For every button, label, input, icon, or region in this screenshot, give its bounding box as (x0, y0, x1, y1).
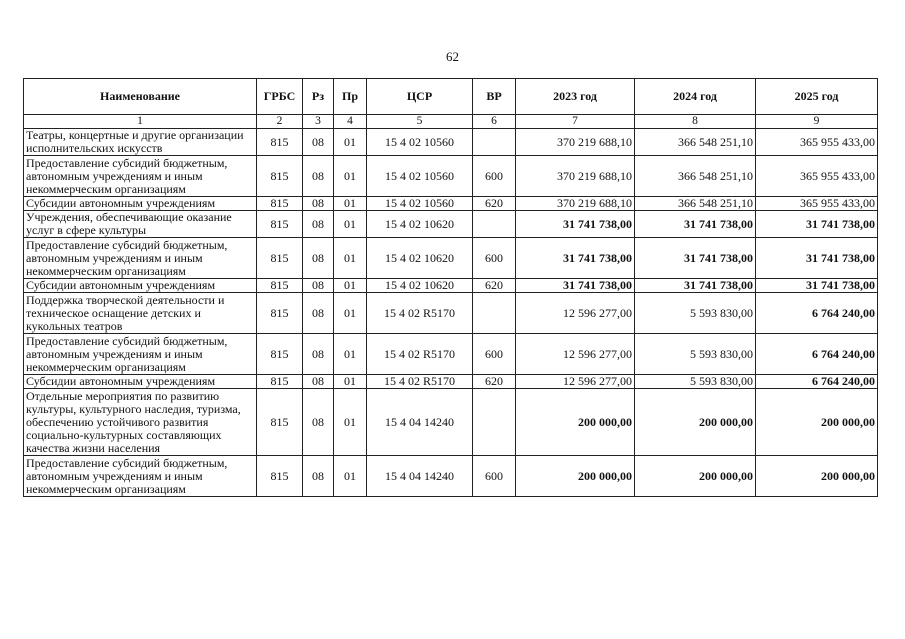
row-2024: 366 548 251,10 (635, 129, 756, 156)
header-grbs: ГРБС (257, 79, 303, 115)
row-2025: 365 955 433,00 (756, 197, 878, 211)
row-rz: 08 (303, 375, 334, 389)
row-2024: 5 593 830,00 (635, 293, 756, 334)
column-number: 6 (473, 115, 516, 129)
column-number: 8 (635, 115, 756, 129)
row-2025: 6 764 240,00 (756, 293, 878, 334)
row-csr: 15 4 02 10620 (367, 211, 473, 238)
row-vr: 620 (473, 197, 516, 211)
row-2023: 200 000,00 (516, 456, 635, 497)
budget-table (23, 78, 878, 497)
row-name: Предоставление субсидий бюджетным, автономным учреждениям и иным некоммерческим организациям (24, 238, 257, 279)
row-rz: 08 (303, 129, 334, 156)
row-vr: 600 (473, 156, 516, 197)
row-vr (473, 129, 516, 156)
row-pr: 01 (334, 211, 367, 238)
row-rz: 08 (303, 197, 334, 211)
row-pr: 01 (334, 129, 367, 156)
row-2025: 31 741 738,00 (756, 238, 878, 279)
column-number-row (24, 115, 878, 129)
row-vr: 600 (473, 456, 516, 497)
row-2023: 12 596 277,00 (516, 293, 635, 334)
row-pr: 01 (334, 293, 367, 334)
row-2023: 200 000,00 (516, 389, 635, 456)
row-csr: 15 4 04 14240 (367, 456, 473, 497)
table-row (24, 129, 878, 156)
row-2023: 370 219 688,10 (516, 156, 635, 197)
row-grbs: 815 (257, 293, 303, 334)
header-rz: Рз (303, 79, 334, 115)
row-vr (473, 211, 516, 238)
column-number: 4 (334, 115, 367, 129)
row-csr: 15 4 02 10620 (367, 238, 473, 279)
row-2024: 366 548 251,10 (635, 156, 756, 197)
row-2023: 370 219 688,10 (516, 197, 635, 211)
row-2025: 200 000,00 (756, 456, 878, 497)
row-2023: 31 741 738,00 (516, 211, 635, 238)
row-name: Театры, концертные и другие организации исполнительских искусств (24, 129, 257, 156)
column-number: 5 (367, 115, 473, 129)
header-row (24, 79, 878, 115)
row-vr (473, 293, 516, 334)
row-2024: 5 593 830,00 (635, 375, 756, 389)
column-number: 3 (303, 115, 334, 129)
row-name: Субсидии автономным учреждениям (24, 279, 257, 293)
row-grbs: 815 (257, 279, 303, 293)
row-rz: 08 (303, 279, 334, 293)
row-vr: 600 (473, 238, 516, 279)
row-csr: 15 4 02 10560 (367, 156, 473, 197)
header-vr: ВР (473, 79, 516, 115)
row-name: Субсидии автономным учреждениям (24, 197, 257, 211)
header-name: Наименование (24, 79, 257, 115)
row-2024: 31 741 738,00 (635, 211, 756, 238)
row-name: Предоставление субсидий бюджетным, автономным учреждениям и иным некоммерческим организациям (24, 456, 257, 497)
column-number: 2 (257, 115, 303, 129)
table-row (24, 293, 878, 334)
row-pr: 01 (334, 156, 367, 197)
row-grbs: 815 (257, 375, 303, 389)
row-grbs: 815 (257, 456, 303, 497)
row-csr: 15 4 02 R5170 (367, 375, 473, 389)
table-row (24, 279, 878, 293)
row-rz: 08 (303, 293, 334, 334)
row-grbs: 815 (257, 238, 303, 279)
header-2024: 2024 год (635, 79, 756, 115)
row-csr: 15 4 02 10620 (367, 279, 473, 293)
row-2023: 370 219 688,10 (516, 129, 635, 156)
row-rz: 08 (303, 334, 334, 375)
row-2025: 365 955 433,00 (756, 156, 878, 197)
row-2023: 31 741 738,00 (516, 279, 635, 293)
row-2025: 31 741 738,00 (756, 211, 878, 238)
table-row (24, 211, 878, 238)
row-csr: 15 4 02 R5170 (367, 293, 473, 334)
table-row (24, 238, 878, 279)
header-pr: Пр (334, 79, 367, 115)
row-pr: 01 (334, 334, 367, 375)
row-vr: 620 (473, 279, 516, 293)
row-csr: 15 4 02 10560 (367, 129, 473, 156)
row-pr: 01 (334, 238, 367, 279)
row-grbs: 815 (257, 156, 303, 197)
row-name: Предоставление субсидий бюджетным, автономным учреждениям и иным некоммерческим организациям (24, 156, 257, 197)
row-name: Отдельные мероприятия по развитию культуры, культурного наследия, туризма, обеспечению устойчивого развития социально-культурных составляющих качества жизни населения (24, 389, 257, 456)
row-name: Предоставление субсидий бюджетным, автономным учреждениям и иным некоммерческим организациям (24, 334, 257, 375)
row-vr (473, 389, 516, 456)
table-row (24, 197, 878, 211)
table-row (24, 389, 878, 456)
row-2024: 31 741 738,00 (635, 238, 756, 279)
row-grbs: 815 (257, 389, 303, 456)
row-2023: 12 596 277,00 (516, 334, 635, 375)
table-row (24, 156, 878, 197)
row-rz: 08 (303, 211, 334, 238)
header-2023: 2023 год (516, 79, 635, 115)
row-2025: 200 000,00 (756, 389, 878, 456)
header-2025: 2025 год (756, 79, 878, 115)
row-grbs: 815 (257, 197, 303, 211)
row-pr: 01 (334, 197, 367, 211)
row-name: Поддержка творческой деятельности и техническое оснащение детских и кукольных театров (24, 293, 257, 334)
row-grbs: 815 (257, 211, 303, 238)
row-rz: 08 (303, 156, 334, 197)
row-rz: 08 (303, 238, 334, 279)
column-number: 9 (756, 115, 878, 129)
row-rz: 08 (303, 456, 334, 497)
row-rz: 08 (303, 389, 334, 456)
row-csr: 15 4 02 10560 (367, 197, 473, 211)
table-row (24, 375, 878, 389)
row-2024: 31 741 738,00 (635, 279, 756, 293)
row-2024: 200 000,00 (635, 456, 756, 497)
row-2023: 12 596 277,00 (516, 375, 635, 389)
page-number: 62 (446, 49, 459, 64)
table-row (24, 456, 878, 497)
column-number: 7 (516, 115, 635, 129)
row-2023: 31 741 738,00 (516, 238, 635, 279)
table-row (24, 334, 878, 375)
row-2025: 365 955 433,00 (756, 129, 878, 156)
row-2025: 6 764 240,00 (756, 334, 878, 375)
row-2024: 200 000,00 (635, 389, 756, 456)
column-number: 1 (24, 115, 257, 129)
row-csr: 15 4 02 R5170 (367, 334, 473, 375)
row-grbs: 815 (257, 129, 303, 156)
row-2025: 6 764 240,00 (756, 375, 878, 389)
row-name: Субсидии автономным учреждениям (24, 375, 257, 389)
row-grbs: 815 (257, 334, 303, 375)
row-2025: 31 741 738,00 (756, 279, 878, 293)
row-pr: 01 (334, 375, 367, 389)
row-name: Учреждения, обеспечивающие оказание услуг в сфере культуры (24, 211, 257, 238)
header-csr: ЦСР (367, 79, 473, 115)
row-2024: 366 548 251,10 (635, 197, 756, 211)
row-vr: 600 (473, 334, 516, 375)
row-pr: 01 (334, 456, 367, 497)
row-csr: 15 4 04 14240 (367, 389, 473, 456)
row-2024: 5 593 830,00 (635, 334, 756, 375)
row-vr: 620 (473, 375, 516, 389)
row-pr: 01 (334, 279, 367, 293)
row-pr: 01 (334, 389, 367, 456)
